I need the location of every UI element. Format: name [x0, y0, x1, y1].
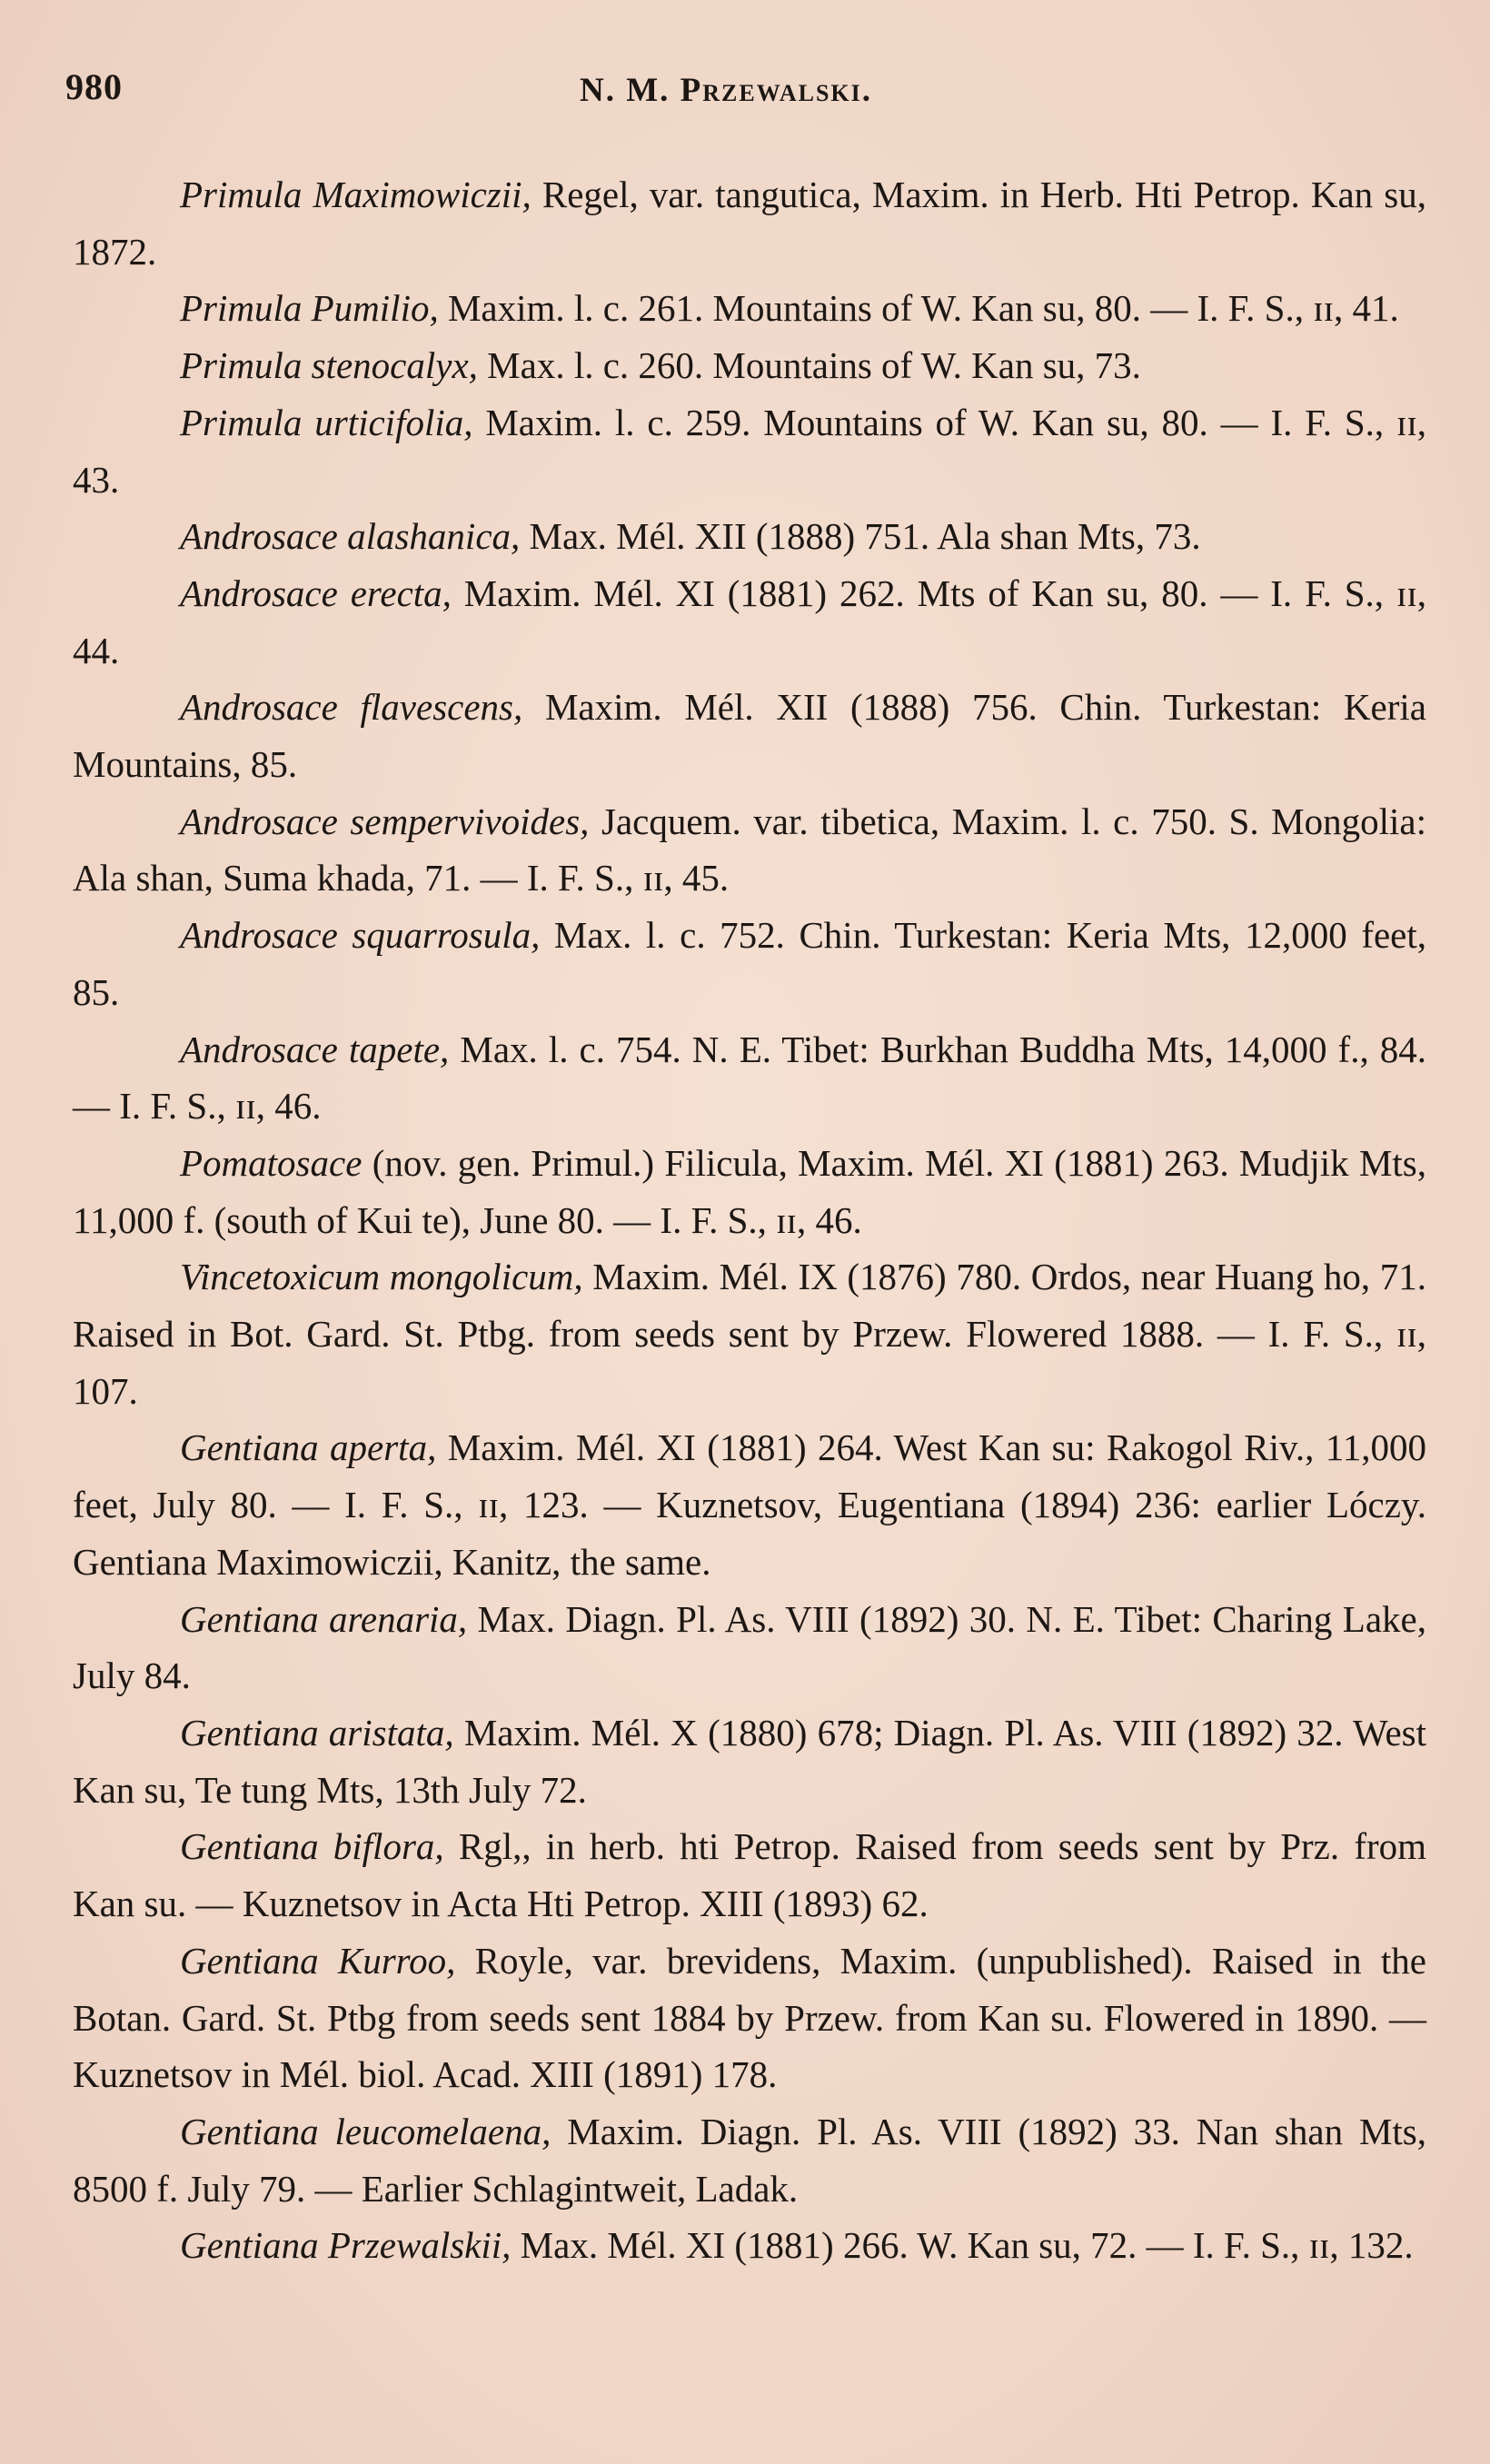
entry-text: Max. l. c. 752. Chin. Turkestan: Keria Mts, 12,000 feet, 85. — [73, 914, 1427, 1013]
list-item — [73, 1135, 1426, 1248]
taxon-name: Gentiana aperta, — [180, 1426, 437, 1469]
entry-list — [73, 166, 1426, 2274]
list-item — [73, 793, 1426, 907]
taxon-name: Pomatosace — [180, 1141, 363, 1184]
list-item — [73, 1021, 1426, 1135]
entry-text: Maxim. l. c. 259. Mountains of W. Kan su, 80. — I. F. S., ɪɪ, 43. — [73, 401, 1426, 501]
entry-text: Max. l. c. 260. Mountains of W. Kan su, 73. — [477, 344, 1141, 387]
taxon-name: Gentiana leucomelaena, — [180, 2110, 551, 2152]
taxon-name: Gentiana biflora, — [180, 1825, 444, 1868]
page-number: 980 — [65, 66, 123, 107]
taxon-name: Primula urticifolia, — [180, 401, 473, 443]
list-item — [73, 2103, 1426, 2217]
taxon-name: Gentiana aristata, — [180, 1711, 454, 1754]
entry-text: Regel, var. tangutica, Maxim. in Herb. Hti Petrop. Kan su, 1872. — [73, 174, 1426, 273]
entry-text: Max. Mél. XII (1888) 751. Ala shan Mts, 73. — [520, 515, 1201, 558]
list-item — [73, 907, 1426, 1020]
entry-text: Maxim. l. c. 261. Mountains of W. Kan su, 80. — I. F. S., ɪɪ, 41. — [438, 287, 1399, 330]
taxon-name: Androsace erecta, — [180, 571, 452, 614]
taxon-name: Androsace sempervivoides, — [180, 800, 590, 842]
entry-text: Maxim. Mél. IX (1876) 780. Ordos, near Huang ho, 71. Raised in Bot. Gard. St. Ptbg. from seeds sent by Przew. Flowered 1888. — I. F. S., ɪɪ, 107. — [73, 1256, 1426, 1412]
list-item — [73, 1248, 1426, 1419]
taxon-name: Androsace alashanica, — [180, 515, 521, 558]
list-item — [73, 679, 1426, 792]
entry-text: (nov. gen. Primul.) Filicula, Maxim. Mél. XI (1881) 263. Mudjik Mts, 11,000 f. (south of Kui te), June 80. — I. F. S., ɪɪ, 46. — [73, 1141, 1426, 1241]
list-item — [73, 508, 1426, 565]
taxon-name: Androsace flavescens, — [180, 686, 523, 729]
list-item — [73, 565, 1426, 679]
taxon-name: Vincetoxicum mongolicum, — [180, 1256, 583, 1298]
entry-text: Maxim. Mél. X (1880) 678; Diagn. Pl. As. VIII (1892) 32. West Kan su, Te tung Mts, 13th July 72. — [73, 1711, 1426, 1811]
taxon-name: Gentiana arenaria, — [180, 1597, 468, 1640]
taxon-name: Primula Pumilio, — [180, 287, 439, 330]
entry-text: Jacquem. var. tibetica, Maxim. l. c. 750. S. Mongolia: Ala shan, Suma khada, 71. — I. F. S., ɪɪ, 45. — [73, 800, 1427, 899]
entry-text: Max. l. c. 754. N. E. Tibet: Burkhan Buddha Mts, 14,000 f., 84. — I. F. S., ɪɪ, 46. — [73, 1028, 1426, 1128]
taxon-name: Androsace tapete, — [180, 1028, 450, 1070]
entry-text: Max. Mél. XI (1881) 266. W. Kan su, 72. — I. F. S., ɪɪ, 132. — [511, 2224, 1414, 2267]
list-item — [73, 1591, 1426, 1704]
entry-text: Max. Diagn. Pl. As. VIII (1892) 30. N. E. Tibet: Charing Lake, July 84. — [73, 1597, 1426, 1697]
list-item — [73, 1704, 1426, 1818]
entry-text: Maxim. Mél. XI (1881) 262. Mts of Kan su, 80. — I. F. S., ɪɪ, 44. — [73, 571, 1426, 671]
taxon-name: Primula Maximowiczii, — [180, 174, 531, 215]
running-head: N. M. Przewalski. — [580, 72, 872, 109]
taxon-name: Primula stenocalyx, — [180, 344, 478, 387]
list-item — [73, 1419, 1426, 1590]
taxon-name: Gentiana Kurroo, — [180, 1939, 456, 1982]
entry-text: Royle, var. brevidens, Maxim. (unpublished). Raised in the Botan. Gard. St. Ptbg from seeds sent 1884 by Przew. from Kan su. Flowered in 1890. — Kuznetsov in Mél. biol. Acad. XIII (1891) 178. — [73, 1939, 1426, 2096]
list-item — [73, 2217, 1426, 2274]
list-item — [73, 1818, 1426, 1932]
list-item — [73, 166, 1426, 280]
entry-text: Maxim. Diagn. Pl. As. VIII (1892) 33. Nan shan Mts, 8500 f. July 79. — Earlier Schlagintweit, Ladak. — [73, 2110, 1426, 2210]
list-item — [73, 1932, 1426, 2103]
list-item — [73, 337, 1426, 394]
list-item — [73, 280, 1426, 337]
taxon-name: Gentiana Przewalskii, — [180, 2224, 512, 2267]
entry-text: Maxim. Mél. XII (1888) 756. Chin. Turkestan: Keria Mountains, 85. — [73, 686, 1426, 786]
page-header — [65, 65, 1428, 120]
list-item — [73, 394, 1426, 508]
entry-text: Rgl,, in herb. hti Petrop. Raised from seeds sent by Prz. from Kan su. — Kuznetsov in Acta Hti Petrop. XIII (1893) 62. — [73, 1825, 1427, 1925]
entry-text: Maxim. Mél. XI (1881) 264. West Kan su: Rakogol Riv., 11,000 feet, July 80. — I. F. S., ɪɪ, 123. — Kuznetsov, Eugentiana (1894) 236: earlier Lóczy. Gentiana Maximowiczii, Kanitz, the same. — [73, 1426, 1426, 1583]
taxon-name: Androsace squarrosula, — [180, 914, 541, 957]
